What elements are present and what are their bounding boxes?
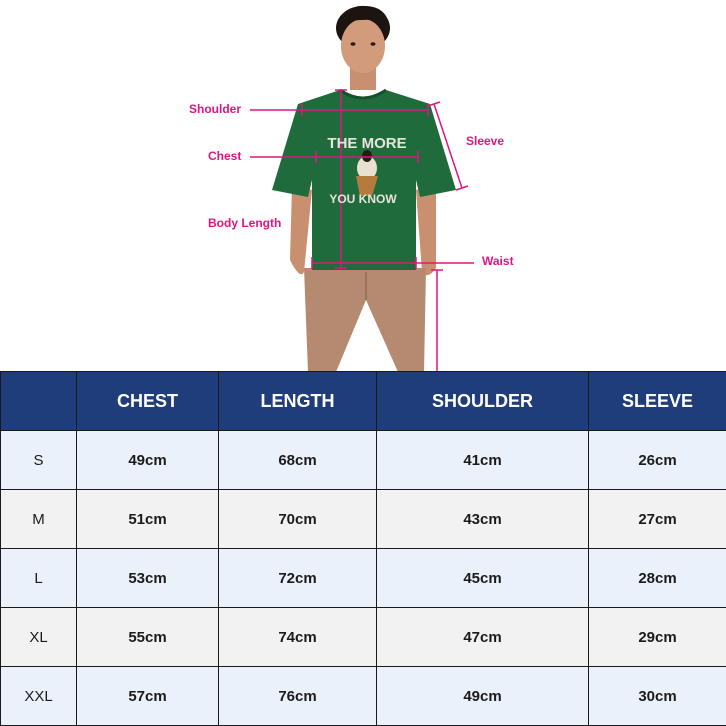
cell-sleeve: 28cm bbox=[589, 549, 726, 608]
table-row bbox=[1, 431, 726, 490]
cell-chest: 49cm bbox=[77, 431, 219, 490]
header-chest: CHEST bbox=[77, 372, 219, 431]
table-row bbox=[1, 490, 726, 549]
cell-chest: 57cm bbox=[77, 667, 219, 726]
shirt-print-line1: THE MORE bbox=[327, 135, 407, 152]
label-chest: Chest bbox=[208, 149, 242, 163]
cell-shoulder: 45cm bbox=[377, 549, 589, 608]
cell-sleeve: 29cm bbox=[589, 608, 726, 667]
label-waist: Waist bbox=[482, 254, 514, 268]
cell-size: L bbox=[1, 549, 77, 608]
cell-sleeve: 27cm bbox=[589, 490, 726, 549]
header-length: LENGTH bbox=[219, 372, 377, 431]
table-header-row bbox=[1, 372, 726, 431]
header-sleeve: SLEEVE bbox=[589, 372, 726, 431]
label-body-length: Body Length bbox=[208, 216, 282, 230]
cell-length: 72cm bbox=[219, 549, 377, 608]
cell-chest: 53cm bbox=[77, 549, 219, 608]
table-row bbox=[1, 549, 726, 608]
cell-shoulder: 41cm bbox=[377, 431, 589, 490]
shirt-print-line2: YOU KNOW bbox=[329, 192, 397, 206]
table-row bbox=[1, 608, 726, 667]
cell-length: 74cm bbox=[219, 608, 377, 667]
cell-chest: 51cm bbox=[77, 490, 219, 549]
cell-length: 68cm bbox=[219, 431, 377, 490]
size-chart-table bbox=[0, 371, 726, 726]
label-sleeve: Sleeve bbox=[466, 134, 505, 148]
header-shoulder: SHOULDER bbox=[377, 372, 589, 431]
cell-size: M bbox=[1, 490, 77, 549]
cell-shoulder: 49cm bbox=[377, 667, 589, 726]
cell-shoulder: 47cm bbox=[377, 608, 589, 667]
header-size bbox=[1, 372, 77, 431]
cell-length: 76cm bbox=[219, 667, 377, 726]
label-shoulder: Shoulder bbox=[189, 102, 242, 116]
cell-sleeve: 30cm bbox=[589, 667, 726, 726]
cell-length: 70cm bbox=[219, 490, 377, 549]
cell-chest: 55cm bbox=[77, 608, 219, 667]
cell-size: S bbox=[1, 431, 77, 490]
cell-size: XL bbox=[1, 608, 77, 667]
cell-size: XXL bbox=[1, 667, 77, 726]
cell-shoulder: 43cm bbox=[377, 490, 589, 549]
table-row bbox=[1, 667, 726, 726]
cell-sleeve: 26cm bbox=[589, 431, 726, 490]
